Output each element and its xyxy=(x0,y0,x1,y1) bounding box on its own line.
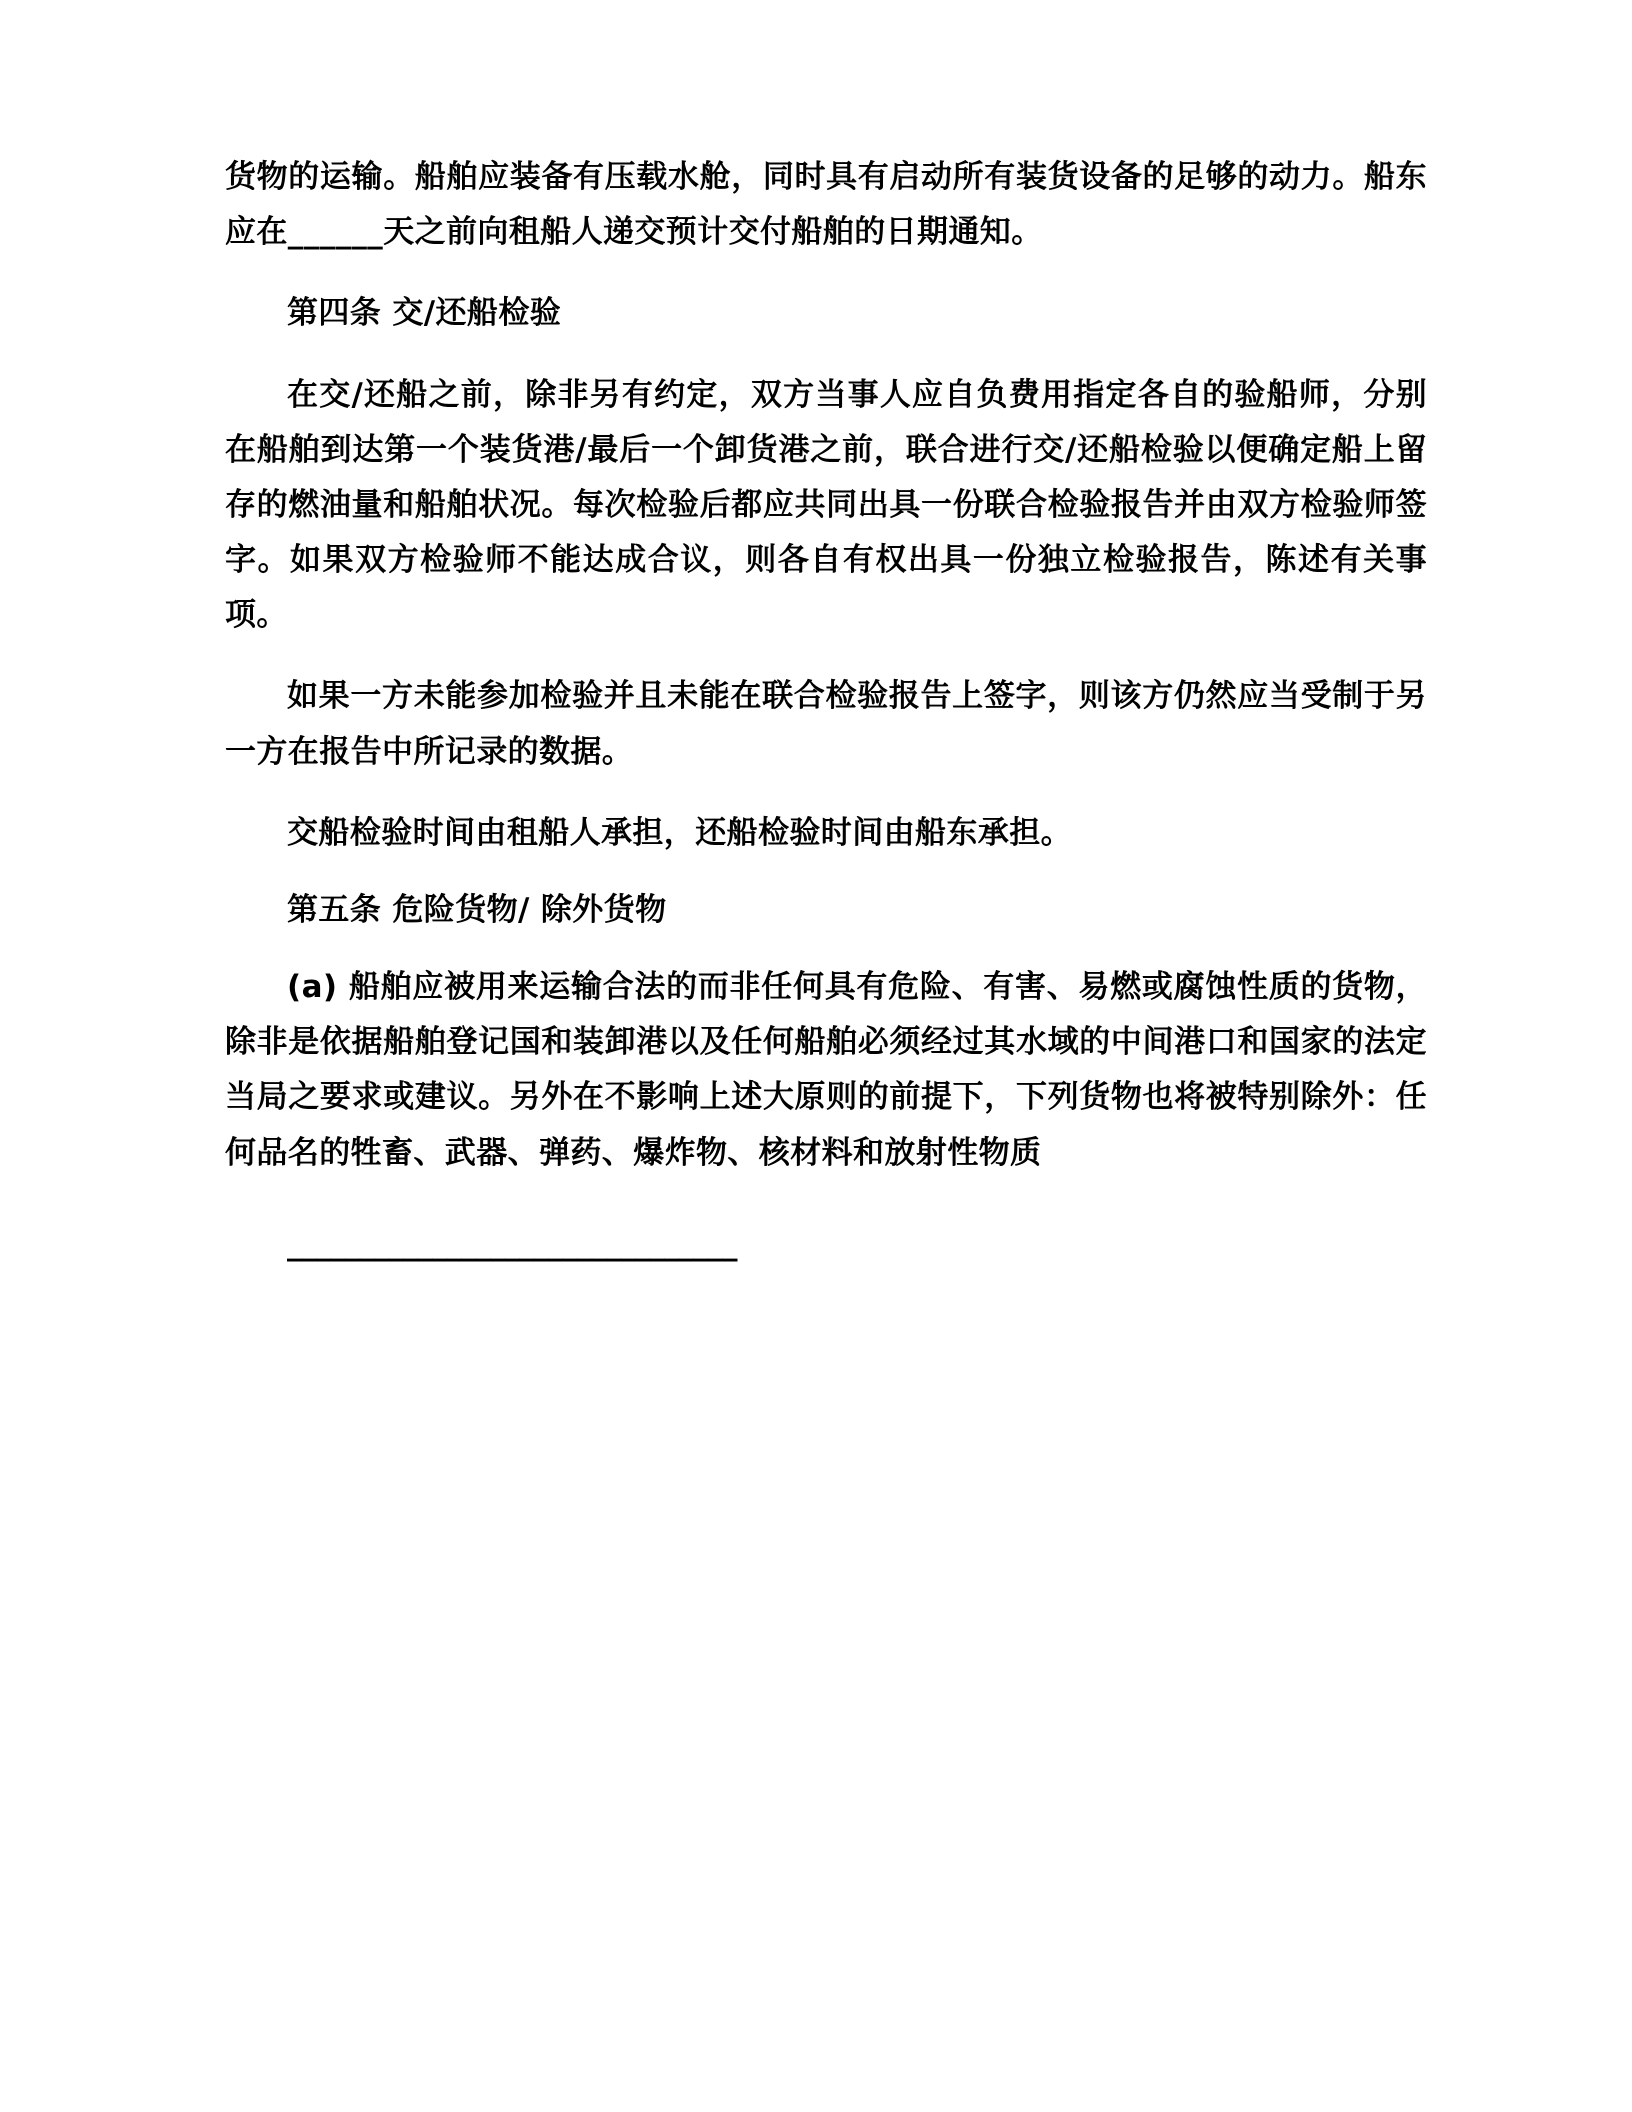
paragraph-survey-absence: 如果一方未能参加检验并且未能在联合检验报告上签字，则该方仍然应当受制于另一方在报告中所记录的数据。 xyxy=(225,678,1427,770)
paragraph-cargo-transport: 货物的运输。船舶应装备有压载水舱，同时具有启动所有装货设备的足够的动力。船东应在______天之前向租船人递交预计交付船舶的日期通知。 xyxy=(225,159,1427,251)
paragraph-dangerous-goods: (a) 船舶应被用来运输合法的而非任何具有危险、有害、易燃或腐蚀性质的货物，除非是依据船舶登记国和装卸港以及任何船舶必须经过其水域的中间港口和国家的法定当局之要求或建议。另外在不影响上述大原则的前提下，下列货物也将被特别除外：任何品名的牲畜、武器、弹药、爆炸物、核材料和放射性物质 xyxy=(225,969,1427,1171)
heading-article-five: 第五条 危险货物/ 除外货物 xyxy=(287,891,667,928)
heading-article-four: 第四条 交/还船检验 xyxy=(287,295,562,332)
paragraph-survey-time: 交船检验时间由租船人承担，还船检验时间由船东承担。 xyxy=(287,814,1072,851)
footer-divider-rule: _______________________________ xyxy=(287,1225,737,1262)
document-body xyxy=(225,150,1427,1272)
paragraph-survey-procedure: 在交/还船之前，除非另有约定，双方当事人应自负费用指定各自的验船师，分别在船舶到达第一个装货港/最后一个卸货港之前，联合进行交/还船检验以便确定船上留存的燃油量和船舶状况。每次检验后都应共同出具一份联合检验报告并由双方检验师签字。如果双方检验师不能达成合议，则各自有权出具一份独立检验报告，陈述有关事项。 xyxy=(225,376,1427,634)
